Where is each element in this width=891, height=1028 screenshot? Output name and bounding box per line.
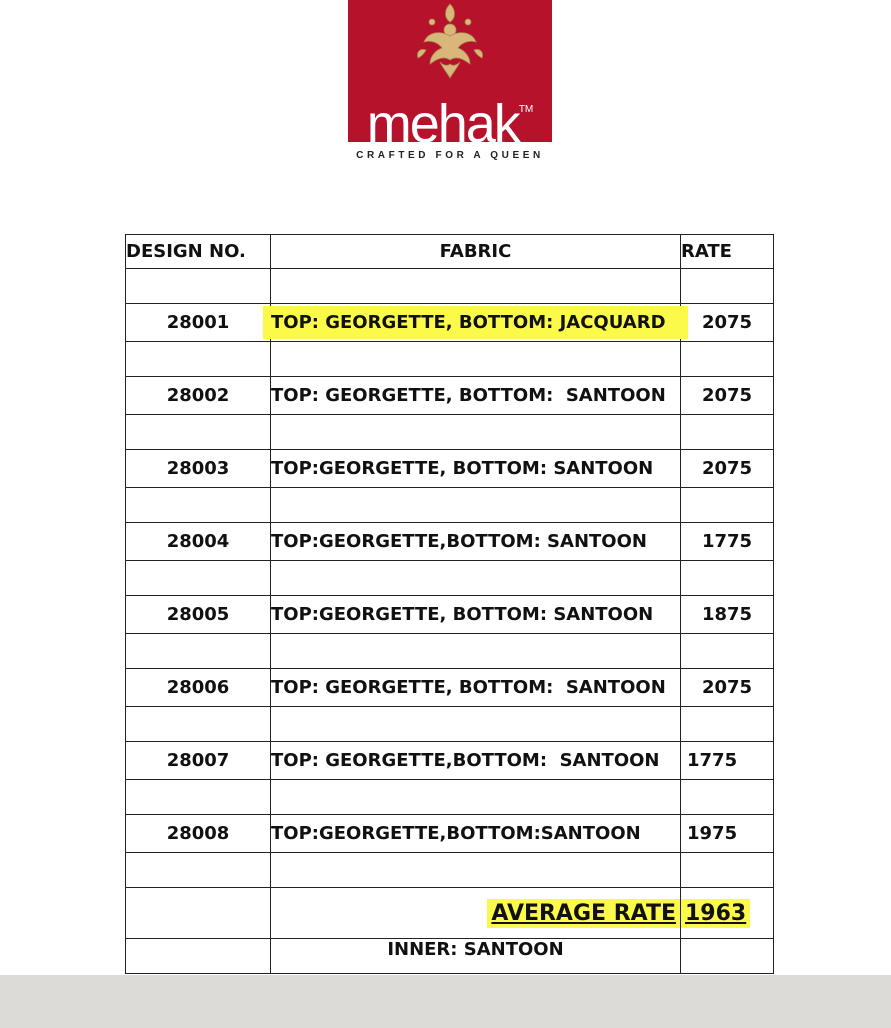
design-number: 28008 (126, 815, 271, 853)
fabric-description: TOP:GEORGETTE, BOTTOM: SANTOON (271, 450, 681, 488)
average-rate-value-cell (681, 888, 774, 939)
rate-value: 2075 (681, 377, 774, 415)
table-row (126, 742, 774, 780)
design-number: 28005 (126, 596, 271, 634)
fabric-description: TOP: GEORGETTE, BOTTOM: SANTOON (271, 669, 681, 707)
brand-logo (348, 0, 552, 154)
highlighted-fabric: TOP: GEORGETTE, BOTTOM: JACQUARD (263, 306, 688, 339)
average-rate-label-cell (271, 888, 681, 939)
header-rate: RATE (681, 235, 774, 269)
table-row (126, 669, 774, 707)
inner-note: INNER: SANTOON (271, 939, 681, 974)
fabric-description: TOP: GEORGETTE,BOTTOM: SANTOON (271, 742, 681, 780)
average-rate-row (126, 888, 774, 939)
floral-emblem-icon (410, 0, 490, 80)
table-row (126, 815, 774, 853)
brand-wordmark: mehak™ (366, 94, 534, 154)
spacer-row (126, 561, 774, 596)
design-number: 28003 (126, 450, 271, 488)
fabric-description: TOP:GEORGETTE,BOTTOM: SANTOON (271, 523, 681, 561)
spacer-row (126, 488, 774, 523)
brand-tagline: CRAFTED FOR A QUEEN (356, 150, 544, 161)
average-rate-label: AVERAGE RATE (487, 899, 680, 928)
rate-value: 1775 (681, 523, 774, 561)
scan-bottom-edge (0, 975, 891, 1028)
rate-value: 1775 (681, 742, 774, 780)
design-number: 28007 (126, 742, 271, 780)
table-row (126, 450, 774, 488)
design-number: 28006 (126, 669, 271, 707)
spacer-row (126, 269, 774, 304)
fabric-description: TOP:GEORGETTE,BOTTOM:SANTOON (271, 815, 681, 853)
table-row (126, 523, 774, 561)
trademark-mark: TM (518, 104, 534, 115)
spacer-row (126, 342, 774, 377)
fabric-description: TOP:GEORGETTE, BOTTOM: SANTOON (271, 596, 681, 634)
spacer-row (126, 415, 774, 450)
spacer-row (126, 634, 774, 669)
header-design-no: DESIGN NO. (126, 235, 271, 269)
spacer-row (126, 707, 774, 742)
spacer-row (126, 780, 774, 815)
fabric-description (271, 304, 681, 342)
spacer-row (126, 853, 774, 888)
rate-value: 2075 (681, 669, 774, 707)
design-number: 28004 (126, 523, 271, 561)
table-row (126, 304, 774, 342)
table-header-row (126, 235, 774, 269)
rate-value: 1875 (681, 596, 774, 634)
rate-value: 2075 (681, 304, 774, 342)
design-number: 28002 (126, 377, 271, 415)
table-row (126, 377, 774, 415)
header-fabric: FABRIC (271, 235, 681, 269)
rate-value: 2075 (681, 450, 774, 488)
fabric-description: TOP: GEORGETTE, BOTTOM: SANTOON (271, 377, 681, 415)
rate-table (125, 234, 774, 974)
table-row (126, 596, 774, 634)
rate-value: 1975 (681, 815, 774, 853)
design-number: 28001 (126, 304, 271, 342)
average-rate-value: 1963 (681, 899, 750, 928)
inner-note-row (126, 939, 774, 974)
